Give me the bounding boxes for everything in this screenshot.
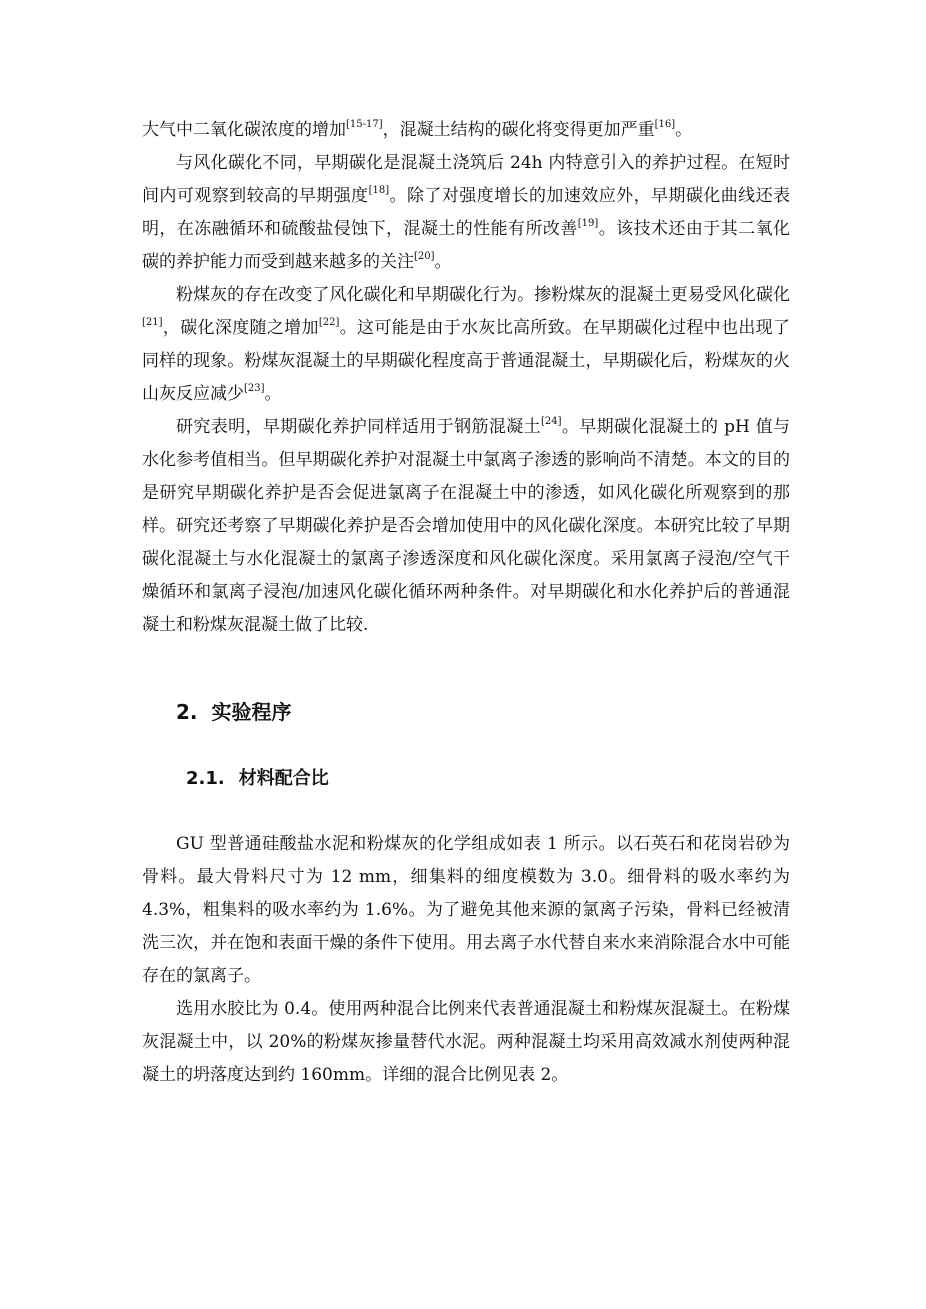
citation: [23]	[244, 383, 265, 395]
section-heading-experimental-procedure	[176, 698, 790, 726]
citation: [15-17]	[346, 119, 383, 131]
paragraph-text: 。除了对强度增长的加速效应外，早期碳化曲线还表明，在冻融循环和硫酸盐侵蚀下，混凝土的性能有所改善	[142, 186, 791, 239]
citation: [18]	[368, 185, 390, 197]
paragraph-text: 。该技术还由于其二氧化碳的养护能力而受到越来越多的关注	[142, 219, 791, 272]
paragraph-text: 。	[675, 120, 693, 140]
paragraph-text: 。这可能是由于水灰比高所致。在早期碳化过程中也出现了同样的现象。粉煤灰混凝土的早期碳化程度高于普通混凝土，早期碳化后，粉煤灰的火山灰反应减少	[142, 318, 791, 404]
section-body	[142, 828, 790, 1092]
paragraph-text: ，混凝土结构的碳化将变得更加严重	[382, 120, 655, 140]
section-number: 2.	[176, 700, 198, 724]
paragraph-text: 研究表明，早期碳化养护同样适用于钢筋混凝土	[176, 417, 541, 437]
paragraph-text: 。早期碳化混凝土的 pH 值与水化参考值相当。但早期碳化养护对混凝土中氯离子渗透的影响尚不清楚。本文的目的是研究早期碳化养护是否会促进氯离子在混凝土中的渗透，如风化碳化所观察到的那样。研究还考察了早期碳化养护是否会增加使用中的风化碳化深度。本研究比较了早期碳化混凝土与水化混凝土的氯离子渗透深度和风化碳化深度。采用氯离子浸泡/空气干燥循环和氯离子浸泡/加速风化碳化循环两种条件。对早期碳化和水化养护后的普通混凝土和粉煤灰混凝土做了比较.	[142, 417, 790, 635]
subsection-heading-mix-proportions	[186, 766, 790, 792]
paragraph-text: 。	[264, 384, 282, 404]
citation: [22]	[318, 317, 340, 329]
subsection-title: 材料配合比	[238, 768, 329, 789]
citation: [19]	[577, 218, 599, 230]
citation: [20]	[414, 251, 435, 263]
section-title: 实验程序	[211, 700, 292, 724]
paragraph-mix-ratio: 选用水胶比为 0.4。使用两种混合比例来代表普通混凝土和粉煤灰混凝土。在粉煤灰混凝土中，以 20%的粉煤灰掺量替代水泥。两种混凝土均采用高效减水剂使两种混凝土的坍落度达到约 160mm。详细的混合比例见表 2。	[142, 999, 790, 1085]
paragraph-text: 与风化碳化不同，早期碳化是混凝土浇筑后 24h 内特意引入的养护过程。在短时间内可观察到较高的早期强度	[142, 153, 790, 206]
paragraph-text: 。	[434, 252, 452, 272]
paragraph-text: 大气中二氧化碳浓度的增加	[142, 120, 346, 140]
page-content	[142, 114, 790, 1092]
paragraph-text: 粉煤灰的存在改变了风化碳化和早期碳化行为。掺粉煤灰的混凝土更易受风化碳化	[176, 285, 790, 305]
paragraph-early-carbonation	[142, 147, 790, 279]
paragraph-fly-ash	[142, 279, 790, 411]
paragraph-research-objective	[142, 411, 790, 642]
paragraph-carbonation-intro	[142, 114, 790, 147]
paragraph-materials: GU 型普通硅酸盐水泥和粉煤灰的化学组成如表 1 所示。以石英石和花岗岩砂为骨料。最大骨料尺寸为 12 mm，细集料的细度模数为 3.0。细骨料的吸水率约为 4.3%，粗集料的吸水率约为 1.6%。为了避免其他来源的氯离子污染，骨料已经被清洗三次，并在饱和表面干燥的条件下使用。用去离子水代替自来水来消除混合水中可能存在的氯离子。	[142, 834, 790, 986]
citation: [24]	[541, 416, 562, 428]
citation: [16]	[654, 119, 676, 131]
paragraph-text: ，碳化深度随之增加	[162, 318, 319, 338]
citation: [21]	[142, 317, 163, 329]
subsection-number: 2.1.	[186, 768, 225, 789]
